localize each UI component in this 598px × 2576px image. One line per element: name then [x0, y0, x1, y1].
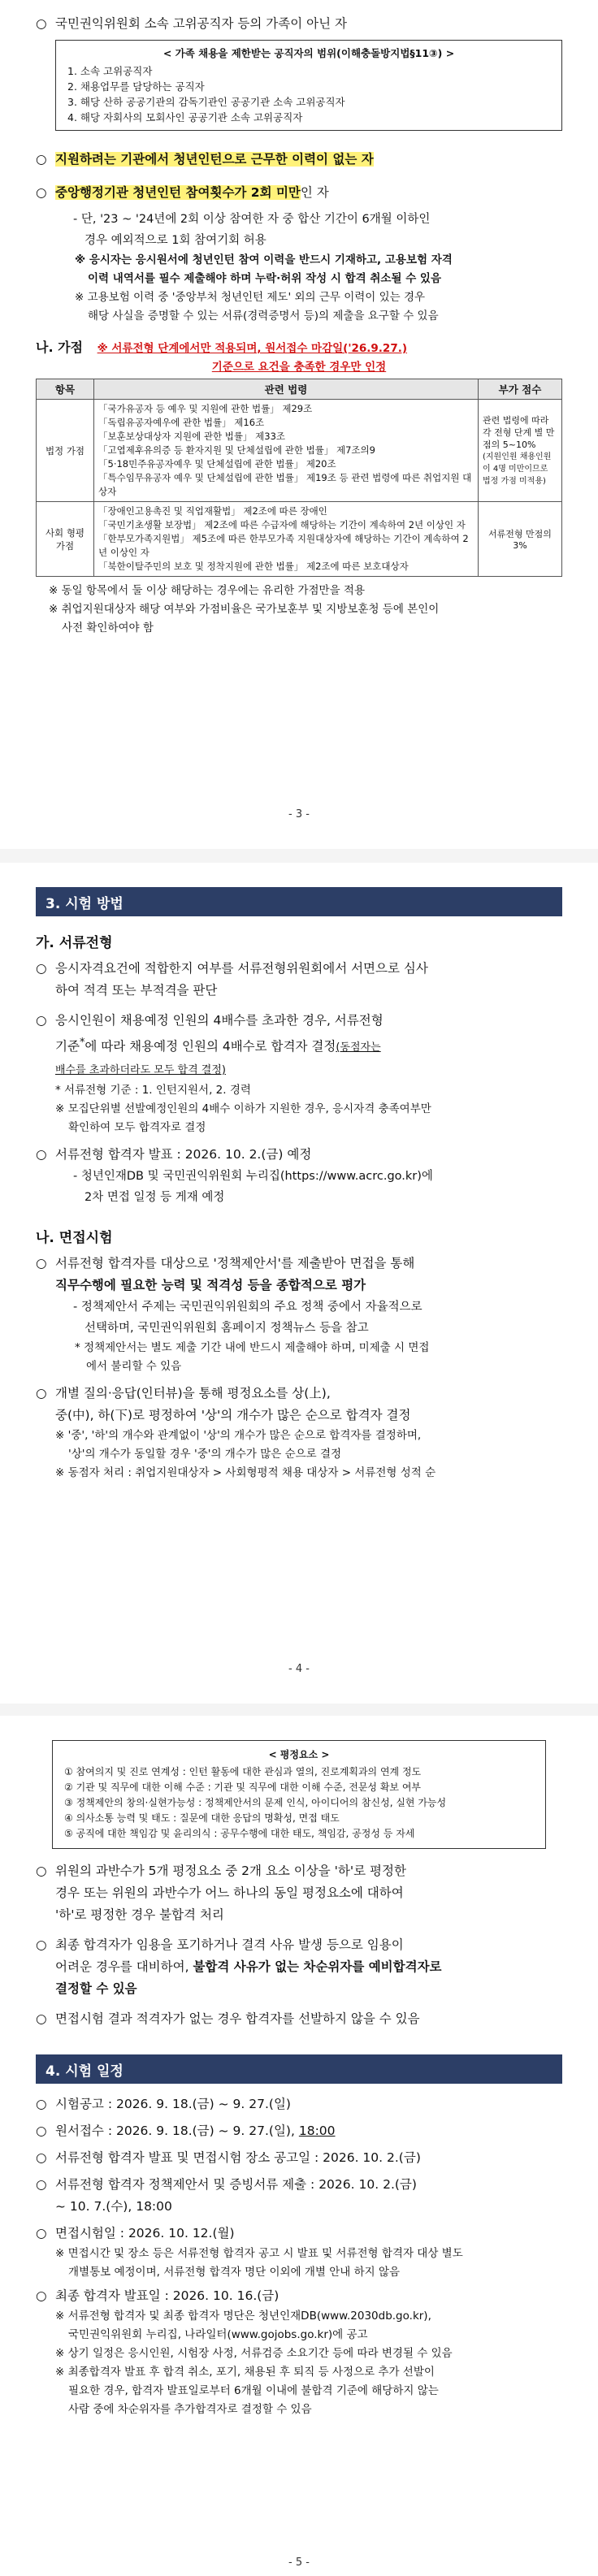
- law-item: 「독립유공자예우에 관한 법률」 제16조: [98, 417, 265, 428]
- table-note-1: ※ 동일 항목에서 둘 이상 해당하는 경우에는 유리한 가점만을 적용: [49, 584, 365, 597]
- schedule-submission: ○ 서류전형 합격자 정책제안서 및 증빙서류 제출 : 2026. 10. 2.(금) ~ 10. 7.(수), 18:00: [36, 2174, 562, 2218]
- th-law: 관련 법령: [94, 379, 479, 400]
- row2-category: 사회 형평 가점: [37, 502, 94, 577]
- requirement-no-intern-history: ○ 지원하려는 기관에서 청년인턴으로 근무한 이력이 없는 자: [36, 149, 562, 171]
- page-number: - 4 -: [288, 1663, 310, 1675]
- tie-break-note: ※ 동점자 처리 : 취업지원대상자 > 사회형평적 채용 대상자 > 서류전형 성적 순: [55, 1466, 436, 1480]
- bonus-note: 기준으로 요건을 충족한 경우만 인정: [211, 361, 387, 374]
- eval-item: ⑤ 공직에 대한 책임감 및 윤리의식 : 공무수행에 대한 태도, 책임감, 공정성 등 자세: [64, 1828, 415, 1839]
- eval-item: ② 기관 및 직무에 대한 이해 수준 : 기관 및 직무에 대한 이해 수준, 전문성 확보 여부: [64, 1782, 422, 1793]
- eval-item: ① 참여의지 및 진로 연계성 : 인턴 활동에 대한 관심과 열의, 진로계획과의 연계 정도: [64, 1766, 422, 1777]
- section-header-schedule: 4. 시험 일정: [36, 2054, 562, 2084]
- box-title: < 가족 채용을 제한받는 공직자의 범위(이해충돌방지법§11③) >: [162, 47, 455, 59]
- score-text: 서류전형 만점의 3%: [479, 502, 562, 577]
- row1-category: 법정 가점: [37, 400, 94, 502]
- screening-criteria-note: * 서류전형 기준 : 1. 인턴지원서, 2. 경력: [55, 1084, 251, 1098]
- law-item: 「북한이탈주민의 보호 및 정착지원에 관한 법률」 제2조에 따른 보호대상자: [98, 561, 409, 572]
- screening-note: ※ 모집단위별 선발예정인원의 4배수 이하가 지원한 경우, 응시자격 충족여부만 확인하여 모두 합격자로 결정: [55, 1102, 431, 1135]
- score-text: (지원인원 채용인원이 4명 미만이므로 법정 가점 미적용): [483, 452, 552, 486]
- reserve-rule: ○ 최종 합격자가 임용을 포기하거나 결격 사유 발생 등으로 임용이 어려운 경우를 대비하여, 불합격 사유가 없는 차순위자를 예비합격자로 결정할 수 있음: [36, 1934, 562, 2000]
- schedule-interview: ○ 면접시험일 : 2026. 10. 12.(월): [36, 2223, 562, 2245]
- box-line: 2. 채용업무를 담당하는 공직자: [67, 80, 205, 93]
- schedule-final-result: ○ 최종 합격자 발표일 : 2026. 10. 16.(금): [36, 2285, 562, 2307]
- table-note-2: ※ 취업지원대상자 해당 여부와 가점비율은 국가보훈부 및 지방보훈청 등에 본인이 사전 확인하여야 함: [49, 603, 440, 634]
- bonus-table: [36, 379, 562, 577]
- no-select-rule: ○ 면접시험 결과 적격자가 없는 경우 합격자를 선발하지 않을 수 있음: [36, 2008, 562, 2030]
- box-line: 3. 해당 산하 공공기관의 감독기관인 공공기관 소속 고위공직자: [67, 96, 345, 108]
- schedule-change-note: ※ 상기 일정은 응시인원, 시험장 사정, 서류검증 소요기간 등에 따라 변경될 수 있음: [55, 2347, 453, 2360]
- exception-clause: - 단, '23 ~ '24년에 2회 이상 참여한 자 중 합산 기간이 6개월 이하인 경우 예외적으로 1회 참여기회 허용: [73, 213, 431, 247]
- law-item: 「장애인고용촉진 및 직업재활법」 제2조에 따른 장애인: [98, 505, 327, 517]
- fail-rule: ○ 위원의 과반수가 5개 평정요소 중 2개 요소 이상을 '하'로 평정한 경우 또는 위원의 과반수가 어느 하나의 동일 평정요소에 대하여 '하'로 평정한 경우 불합격 처리: [36, 1860, 562, 1926]
- requirement-intern-count: ○ 중앙행정기관 청년인턴 참여횟수가 2회 미만인 자: [36, 182, 562, 204]
- schedule-screening-result: ○ 서류전형 합격자 발표 및 면접시험 장소 공고일 : 2026. 10. 2.(금): [36, 2147, 562, 2169]
- screening-desc: ○ 응시자격요건에 적합한지 여부를 서류전형위원회에서 서면으로 심사 하여 적격 또는 부적격을 판단: [36, 958, 562, 1002]
- page-4: [0, 863, 598, 1704]
- announcement-note: ※ 서류전형 합격자 및 최종 합격자 명단은 청년인재DB(www.2030db.go.kr), 국민권익위원회 누리집, 나라일터(www.gojobs.go.kr)에 공고: [55, 2310, 431, 2341]
- law-item: 「보훈보상대상자 지원에 관한 법률」 제33조: [98, 431, 285, 442]
- note-employment-insurance: ※ 고용보험 이력 중 '중앙부처 청년인턴 제도' 외의 근무 이력이 있는 경우 해당 사실을 증명할 수 있는 서류(경력증명서 등)의 제출을 요구할 수 있음: [75, 291, 439, 323]
- additional-pass-note: ※ 최종합격자 발표 후 합격 취소, 포기, 채용된 후 퇴직 등 사정으로 추가 선발이 필요한 경우, 합격자 발표일로부터 6개월 이내에 불합격 기준에 해당하지 않는 사람 중에 차순위자를 추가합격자로 결정할 수 있음: [55, 2366, 439, 2416]
- screening-result-date: ○ 서류전형 합격자 발표 : 2026. 10. 2.(금) 예정: [36, 1144, 562, 1166]
- schedule-announcement: ○ 시험공고 : 2026. 9. 18.(금) ~ 9. 27.(일): [36, 2093, 562, 2115]
- th-score: 부가 점수: [479, 379, 562, 400]
- section-header-exam-method: 3. 시험 방법: [36, 887, 562, 916]
- policy-topic: - 정책제안서 주제는 국민권익위원회의 주요 정책 중에서 자율적으로 선택하며, 국민권익위원회 홈페이지 정책뉴스 등을 참고: [73, 1301, 422, 1336]
- policy-note: * 정책제안서는 별도 제출 기간 내에 반드시 제출해야 하며, 미제출 시 면접 에서 불리할 수 있음: [75, 1341, 430, 1374]
- th-category: 항목: [37, 379, 94, 400]
- law-item: 「5·18민주유공자예우 및 단체설립에 관한 법률」 제20조: [98, 458, 336, 470]
- interview-grading: ○ 개별 질의·응답(인터뷰)을 통해 평정요소를 상(上), 중(中), 하(下)로 평정하여 '상'의 개수가 많은 순으로 합격자 결정: [36, 1383, 562, 1427]
- grading-note: ※ '중', '하'의 개수와 관계없이 '상'의 개수가 많은 순으로 합격자를 결정하며, '상'의 개수가 동일할 경우 '중'의 개수가 많은 순으로 결정: [55, 1429, 422, 1461]
- note-intern-history: ※ 응시자는 응시원서에 청년인턴 참여 이력을 반드시 기재하고, 고용보험 자격 이력 내역서를 필수 제출해야 하며 누락·허위 작성 시 합격 취소될 수 있음: [75, 253, 453, 285]
- screening-4x: ○ 응시인원이 채용예정 인원의 4배수를 초과한 경우, 서류전형 기준*에 따라 채용예정 인원의 4배수로 합격자 결정(동점자는 배수를 초과하더라도 모두 합격 결정): [36, 1010, 562, 1081]
- interview-desc: ○ 서류전형 합격자를 대상으로 '정책제안서'를 제출받아 면접을 통해 직무수행에 필요한 능력 및 적격성 등을 종합적으로 평가: [36, 1253, 562, 1297]
- law-item: 「국민기초생활 보장법」 제2조에 따른 수급자에 해당하는 기간이 계속하여 2년 이상인 자: [98, 519, 466, 530]
- interview-note: ※ 면접시간 및 장소 등은 서류전형 합격자 공고 시 발표 및 서류전형 합격자 대상 별도 개별통보 예정이며, 서류전형 합격자 명단 이외에 개별 안내 하지 않음: [55, 2247, 463, 2279]
- law-item: 「특수임무유공자 예우 및 단체설립에 관한 법률」 제19조 등 관련 법령에 따른 취업지원 대상자: [98, 472, 472, 497]
- eval-item: ③ 정책제안의 창의·실현가능성 : 정책제안서의 문제 인식, 아이디어의 참신성, 실현 가능성: [64, 1797, 447, 1808]
- box-line: 1. 소속 고위공직자: [67, 65, 153, 77]
- law-item: 「한부모가족지원법」 제5조에 따른 한부모가족 지원대상자에 해당하는 기간이 계속하여 2년 이상인 자: [98, 533, 469, 558]
- box-line: 4. 해당 자회사의 모회사인 공공기관 소속 고위공직자: [67, 111, 303, 123]
- family-restriction-box: [55, 40, 562, 131]
- law-item: 「고엽제후유의증 등 환자지원 및 단체설립에 관한 법률」 제7조의9: [98, 444, 375, 456]
- page-5: [0, 1716, 598, 2576]
- screening-announcement: - 청년인재DB 및 국민권익위원회 누리집(https://www.acrc.go.kr)에 2차 면접 일정 등 게재 예정: [73, 1170, 433, 1205]
- bonus-heading: 나. 가점 ※ 서류전형 단계에서만 적용되며, 원서접수 마감일('26.9.27.): [36, 340, 408, 355]
- eval-item: ④ 의사소통 능력 및 태도 : 질문에 대한 응답의 명확성, 면접 태도: [64, 1812, 340, 1824]
- requirement-not-family: ○ 국민권익위원회 소속 고위공직자 등의 가족이 아닌 자: [36, 13, 562, 35]
- law-item: 「국가유공자 등 예우 및 지원에 관한 법률」 제29조: [98, 403, 313, 414]
- schedule-application: ○ 원서접수 : 2026. 9. 18.(금) ~ 9. 27.(일), 18:00: [36, 2120, 562, 2142]
- evaluation-box: [52, 1740, 546, 1849]
- page-number: - 3 -: [288, 808, 310, 820]
- heading-document-screening: 가. 서류전형: [36, 935, 113, 951]
- score-text: 관련 법령에 따라 각 전형 단계 별 만점의 5~10%: [483, 414, 555, 450]
- page-3: [0, 0, 598, 849]
- eval-title: < 평정요소 >: [268, 1749, 330, 1760]
- heading-interview: 나. 면접시험: [36, 1230, 113, 1247]
- page-number: - 5 -: [288, 2557, 310, 2569]
